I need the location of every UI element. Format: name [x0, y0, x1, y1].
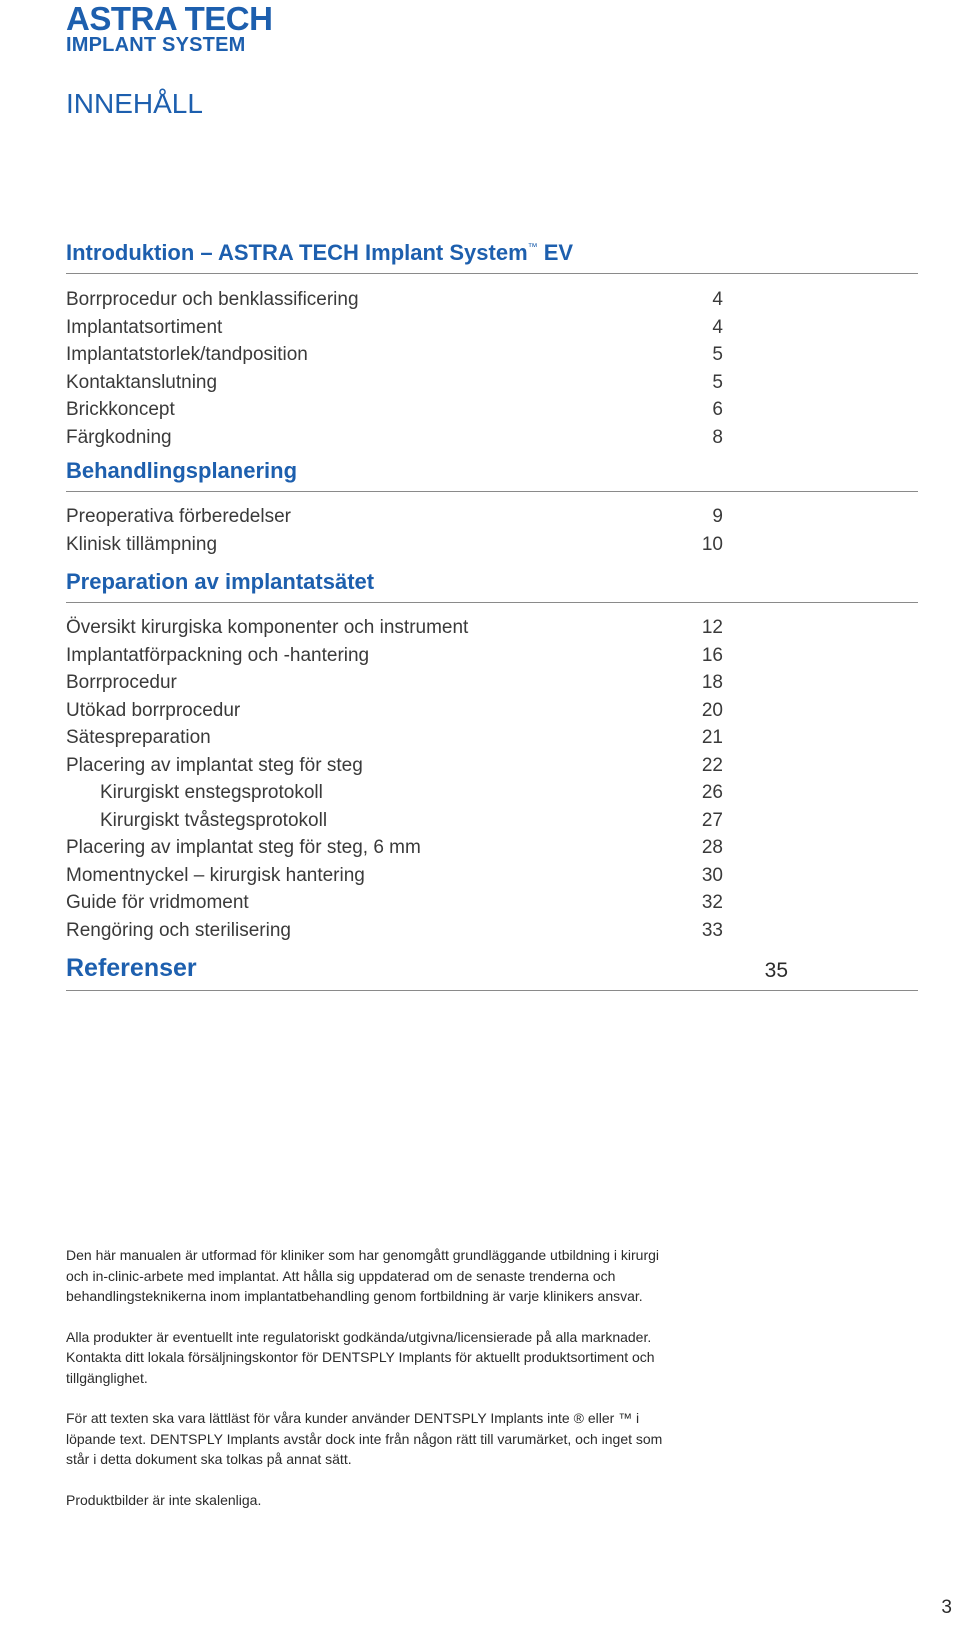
- toc-entry-title: Översikt kirurgiska komponenter och instrument: [66, 617, 469, 638]
- toc-entry-page: 21: [701, 727, 723, 748]
- section-heading-text: Referenser: [66, 954, 197, 982]
- disclaimer-paragraph: Den här manualen är utformad för kliniker som har genomgått grundläggande utbildning i kirurgi och in-clinic-arbete med implantat. Att hålla sig uppdaterad om de senaste trenderna och behandlingsteknikerna inom implantatbehandling genom fortbildning är varje klinikers ansvar.: [66, 1247, 659, 1304]
- toc-entry-title: Utökad borrprocedur: [66, 699, 241, 721]
- toc-entry[interactable]: [66, 697, 723, 725]
- brand-logo: [66, 2, 272, 55]
- toc-entry-page: 8: [712, 426, 723, 448]
- toc-entry[interactable]: [66, 862, 723, 890]
- toc-entry[interactable]: [66, 396, 723, 424]
- section-heading-tail: EV: [537, 240, 574, 265]
- toc-entry[interactable]: [66, 531, 723, 559]
- toc-entry-title: Sätespreparation: [66, 727, 211, 748]
- page-title: INNEHÅLL: [66, 88, 203, 119]
- toc-entry-page: 32: [701, 892, 723, 913]
- section-heading-text: Behandlingsplanering: [66, 458, 298, 483]
- disclaimer-paragraph: Produktbilder är inte skalenliga.: [66, 1491, 262, 1508]
- toc-entry-page: 22: [701, 754, 723, 776]
- toc-entry-page: 16: [701, 644, 723, 666]
- toc-entry[interactable]: [66, 614, 723, 642]
- toc-entry[interactable]: [66, 834, 723, 862]
- toc-entry[interactable]: [66, 503, 723, 531]
- toc-subentry[interactable]: [66, 779, 723, 807]
- toc-entry-page: 26: [701, 782, 723, 803]
- toc-entry[interactable]: [66, 286, 723, 314]
- toc-entry-title: Placering av implantat steg för steg, 6 mm: [66, 837, 421, 858]
- logo-line-2: IMPLANT SYSTEM: [66, 34, 246, 56]
- toc-entry-title: Implantatförpackning och -hantering: [66, 644, 370, 666]
- toc-entry-title: Momentnyckel – kirurgisk hantering: [66, 864, 365, 886]
- toc-entry-page: 18: [701, 672, 723, 693]
- toc-entry[interactable]: [66, 369, 723, 397]
- toc-entry[interactable]: [66, 314, 723, 342]
- toc-entry-page: 4: [712, 289, 723, 310]
- toc-section-references: [66, 954, 918, 991]
- toc-entry[interactable]: [66, 752, 723, 780]
- toc-entry[interactable]: [66, 889, 723, 917]
- section-heading[interactable]: [66, 458, 918, 492]
- trademark-mark: ™: [527, 242, 538, 253]
- toc-entry-page: 28: [701, 837, 723, 858]
- disclaimer: [66, 1245, 666, 1530]
- section-heading[interactable]: [66, 569, 918, 603]
- toc-entry-title: Kirurgiskt enstegsprotokoll: [100, 782, 323, 803]
- section-heading[interactable]: [66, 954, 918, 991]
- toc-entry-page: 12: [701, 617, 723, 638]
- toc-entry-title: Rengöring och sterilisering: [66, 919, 291, 941]
- page-number: 3: [941, 1597, 952, 1618]
- logo-line-1: ASTRA TECH: [66, 0, 273, 37]
- toc-entry-page: 33: [701, 919, 723, 941]
- toc-entry-title: Guide för vridmoment: [66, 892, 249, 913]
- toc-entry-title: Kontaktanslutning: [66, 371, 218, 393]
- toc-entry-title: Borrprocedur: [66, 672, 177, 693]
- toc-entry-title: Implantatsortiment: [66, 316, 223, 338]
- disclaimer-paragraph: För att texten ska vara lättläst för våra kunder använder DENTSPLY Implants inte ® eller ™ i löpande text. DENTSPLY Implants avstår dock inte från någon rätt till varumärket, och inget som står i detta dokument ska tolkas på annat sätt.: [66, 1410, 663, 1467]
- toc-entry-page: 20: [701, 699, 723, 721]
- section-heading-text: Preparation av implantatsätet: [66, 569, 375, 594]
- toc-entry-title: Brickkoncept: [66, 399, 175, 420]
- toc-subentry[interactable]: [66, 807, 723, 835]
- section-heading[interactable]: [66, 240, 918, 274]
- toc-section-treatment-planning: [66, 458, 918, 558]
- toc-entry[interactable]: [66, 341, 723, 369]
- toc-entry[interactable]: [66, 724, 723, 752]
- toc-entry-page: 9: [712, 506, 723, 527]
- toc-entry[interactable]: [66, 424, 723, 452]
- toc-entry-page: 27: [701, 809, 723, 831]
- toc-entry[interactable]: [66, 642, 723, 670]
- toc-entry-title: Färgkodning: [66, 426, 172, 448]
- section-heading-text: Introduktion – ASTRA TECH Implant System: [66, 240, 528, 265]
- toc-entry-page: 4: [712, 316, 723, 338]
- toc-section-introduction: [66, 240, 918, 451]
- table-of-contents: [66, 240, 918, 991]
- toc-entry[interactable]: [66, 669, 723, 697]
- toc-entry-page: 5: [712, 371, 723, 393]
- toc-entry-page: 5: [712, 344, 723, 365]
- toc-entry-title: Placering av implantat steg för steg: [66, 754, 363, 776]
- toc-entry-title: Preoperativa förberedelser: [66, 506, 291, 527]
- toc-entry-page: 10: [701, 533, 723, 555]
- section-heading-page: 35: [764, 959, 788, 982]
- toc-entry-title: Klinisk tillämpning: [66, 533, 218, 555]
- toc-entry-title: Kirurgiskt tvåstegsprotokoll: [100, 809, 328, 831]
- toc-section-site-preparation: [66, 569, 918, 944]
- toc-entry-title: Implantatstorlek/tandposition: [66, 344, 308, 365]
- toc-entry-title: Borrprocedur och benklassificering: [66, 289, 359, 310]
- toc-entry-page: 30: [701, 864, 723, 886]
- toc-entry[interactable]: [66, 917, 723, 945]
- toc-entry-page: 6: [712, 399, 723, 420]
- disclaimer-paragraph: Alla produkter är eventuellt inte regulatoriskt godkända/utgivna/licensierade på alla marknader. Kontakta ditt lokala försäljningskontor för DENTSPLY Implants för aktuellt produktsortiment och tillgänglighet.: [66, 1328, 655, 1386]
